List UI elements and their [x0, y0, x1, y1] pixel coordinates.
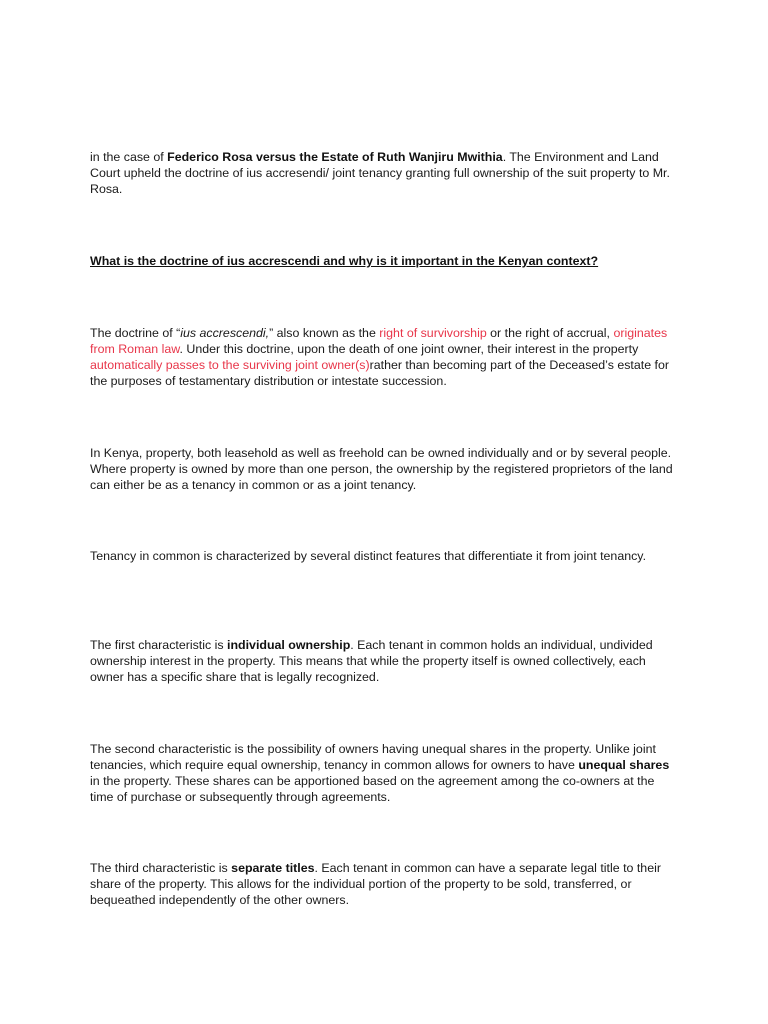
- doctrine-text: The doctrine of “: [90, 326, 181, 340]
- doctrine-text: ” also known as the: [269, 326, 380, 340]
- intro-paragraph: [90, 149, 680, 197]
- doctrine-term: ius accrescendi,: [180, 326, 270, 340]
- second-text-end: in the property. These shares can be apportioned based on the agreement among the co-owners at the time of purchase or subsequently through agreements.: [90, 774, 655, 804]
- first-text-end: . Each tenant in common holds an individual, undivided ownership interest in the property. This means that while the property itself is owned collectively, each owner has a specific share that is legally recognized.: [90, 638, 653, 684]
- third-text: The third characteristic is: [90, 861, 232, 875]
- doctrine-text: or the right of accrual,: [486, 326, 614, 340]
- first-characteristic-paragraph: [90, 637, 680, 685]
- case-name: Federico Rosa versus the Estate of Ruth Wanjiru Mwithia: [167, 150, 503, 164]
- doctrine-text: . Under this doctrine, upon the death of one joint owner, their interest in the property: [179, 342, 639, 356]
- highlight-survivorship: right of survivorship: [379, 326, 487, 340]
- tenancy-paragraph: Tenancy in common is characterized by several distinct features that differentiate it from joint tenancy.: [90, 549, 647, 563]
- kenya-paragraph: In Kenya, property, both leasehold as well as freehold can be owned individually and or by several people. Where property is owned by more than one person, the ownership by the registered proprietors of the land can either be as a tenancy in common or as a joint tenancy.: [90, 446, 673, 492]
- highlight-roman-law: originates from Roman law: [90, 326, 668, 356]
- second-characteristic-paragraph: [90, 741, 680, 805]
- intro-text-end: . The Environment and Land Court upheld the doctrine of ius accresendi/ joint tenancy granting full ownership of the suit property to Mr. Rosa.: [90, 150, 670, 196]
- third-characteristic-paragraph: [90, 860, 680, 908]
- first-text: The first characteristic is: [90, 638, 228, 652]
- second-text: The second characteristic is the possibility of owners having unequal shares in the property. Unlike joint tenancies, which require equal ownership, tenancy in common allows for owners to have: [90, 742, 656, 772]
- first-term: individual ownership: [227, 638, 351, 652]
- doctrine-text: rather than becoming part of the Deceased’s estate for the purposes of testamentary distribution or intestate succession.: [90, 358, 669, 388]
- highlight-surviving-owner: automatically passes to the surviving joint owner(s): [90, 358, 370, 372]
- third-term: separate titles: [231, 861, 315, 875]
- intro-text: in the case of: [90, 150, 168, 164]
- doctrine-paragraph: [90, 325, 680, 389]
- section-heading: What is the doctrine of ius accrescendi and why is it important in the Kenyan context?: [90, 254, 599, 268]
- second-term: unequal shares: [578, 758, 670, 772]
- third-text-end: . Each tenant in common can have a separate legal title to their share of the property. This allows for the individual portion of the property to be sold, transferred, or bequeathed independently of the other owners.: [90, 861, 661, 907]
